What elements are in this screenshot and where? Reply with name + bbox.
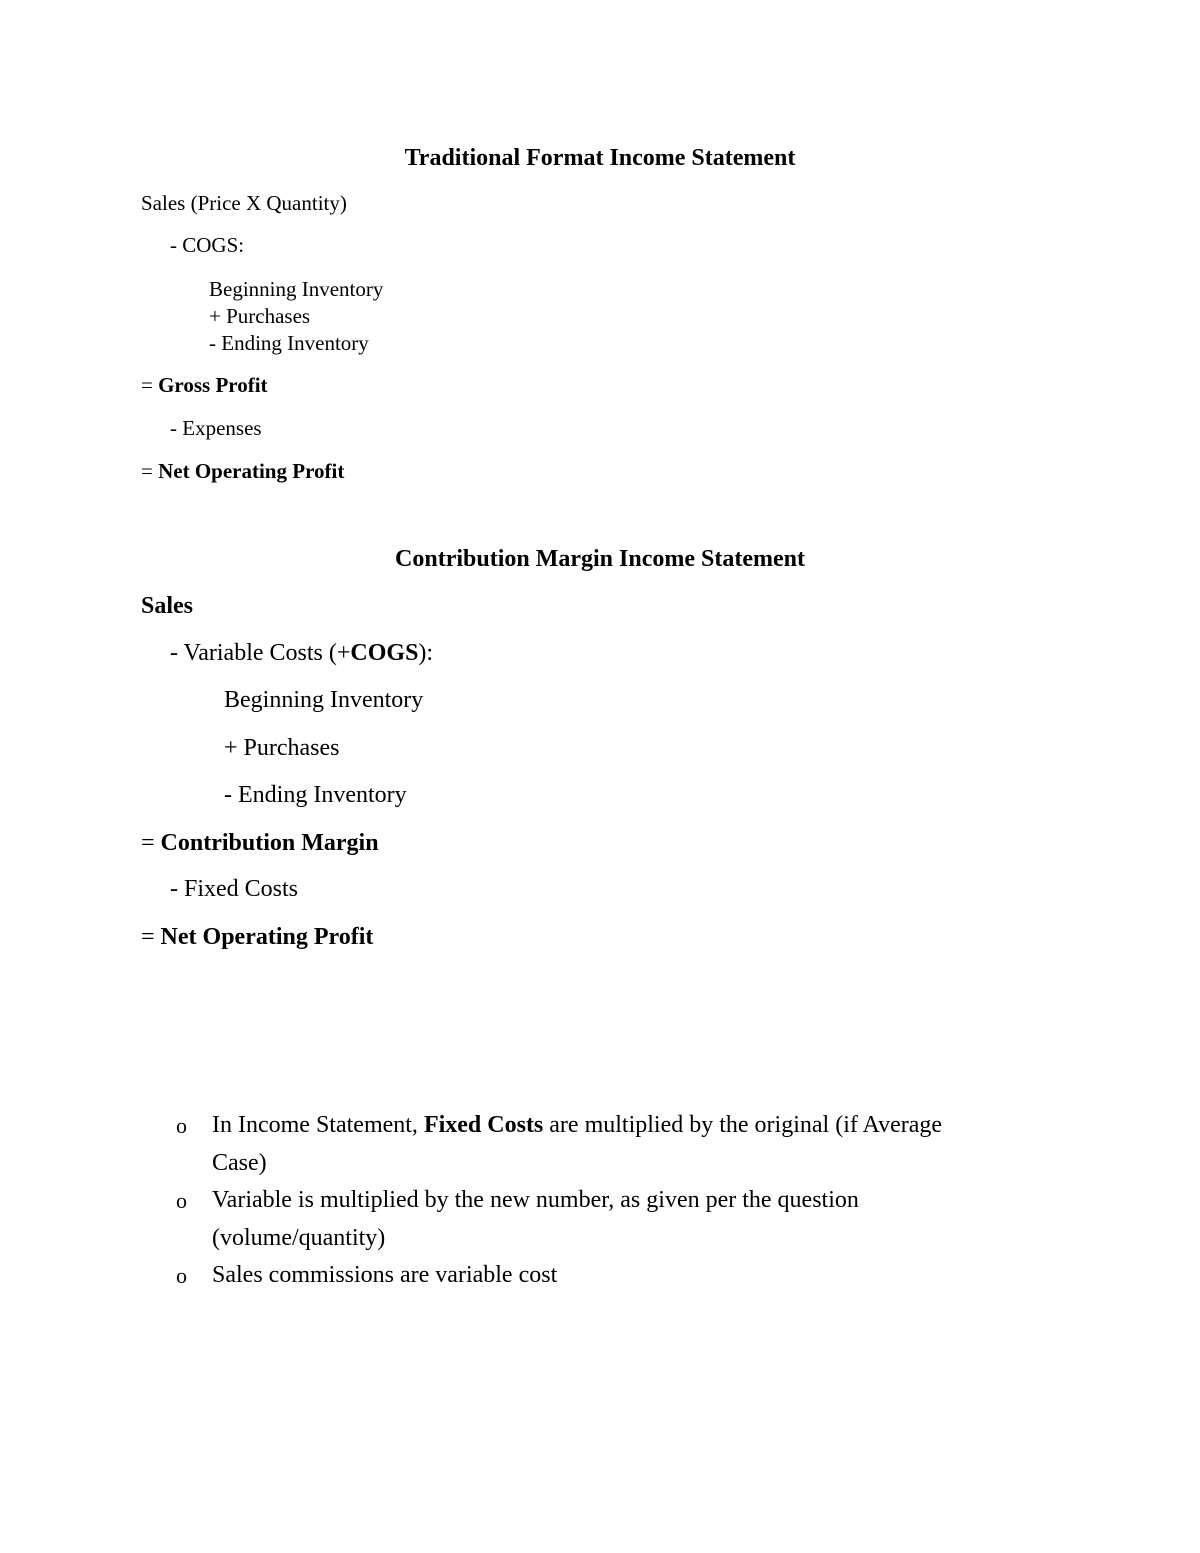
note-item-2-line-1: Variable is multiplied by the new number, as given per the question xyxy=(212,1187,859,1213)
contribution-margin-prefix: = xyxy=(141,830,161,856)
contribution-ending-inventory: - Ending Inventory xyxy=(224,782,407,808)
traditional-gross-profit-line xyxy=(141,375,268,396)
variable-costs-prefix: - Variable Costs (+ xyxy=(170,640,351,666)
contribution-sales-line: Sales xyxy=(141,593,194,619)
traditional-title: Traditional Format Income Statement xyxy=(404,145,796,171)
note-item-1-fixed-costs: Fixed Costs xyxy=(423,1112,544,1138)
contribution-net-operating-profit-line xyxy=(141,925,373,949)
variable-costs-cogs: COGS xyxy=(350,640,419,666)
contribution-beginning-inventory: Beginning Inventory xyxy=(224,687,424,713)
traditional-beginning-inventory: Beginning Inventory xyxy=(209,277,384,301)
note-item-2-line-2: (volume/quantity) xyxy=(212,1225,386,1251)
contribution-variable-costs-line xyxy=(170,641,433,665)
note-item-3: Sales commissions are variable cost xyxy=(212,1262,558,1288)
contribution-margin-line xyxy=(141,831,379,855)
bullet-icon: o xyxy=(176,1113,187,1138)
traditional-net-operating-profit-line xyxy=(141,461,344,482)
bullet-icon: o xyxy=(176,1188,187,1213)
contribution-margin-label: Contribution Margin xyxy=(160,830,379,856)
contribution-net-prefix: = xyxy=(141,924,161,950)
note-item-1-text-a: In Income Statement, xyxy=(212,1112,424,1138)
gross-profit-prefix: = xyxy=(141,373,159,397)
note-item-1-line-1 xyxy=(212,1113,942,1137)
traditional-sales-line: Sales (Price X Quantity) xyxy=(141,191,347,215)
variable-costs-suffix: ): xyxy=(418,640,434,666)
traditional-net-operating-profit-label: Net Operating Profit xyxy=(158,459,345,483)
traditional-cogs-line: - COGS: xyxy=(170,233,245,257)
traditional-net-prefix: = xyxy=(141,459,159,483)
contribution-net-operating-profit-label: Net Operating Profit xyxy=(160,924,374,950)
gross-profit-label: Gross Profit xyxy=(158,373,268,397)
traditional-purchases: + Purchases xyxy=(209,304,311,328)
note-item-1-text-b: are multiplied by the original (if Average xyxy=(543,1112,943,1138)
note-item-1-line-2: Case) xyxy=(212,1150,267,1176)
traditional-expenses-line: - Expenses xyxy=(170,416,262,440)
traditional-ending-inventory: - Ending Inventory xyxy=(209,331,369,355)
contribution-title: Contribution Margin Income Statement xyxy=(395,546,805,572)
contribution-purchases: + Purchases xyxy=(224,735,340,761)
contribution-fixed-costs-line: - Fixed Costs xyxy=(170,876,299,902)
bullet-icon: o xyxy=(176,1263,187,1288)
